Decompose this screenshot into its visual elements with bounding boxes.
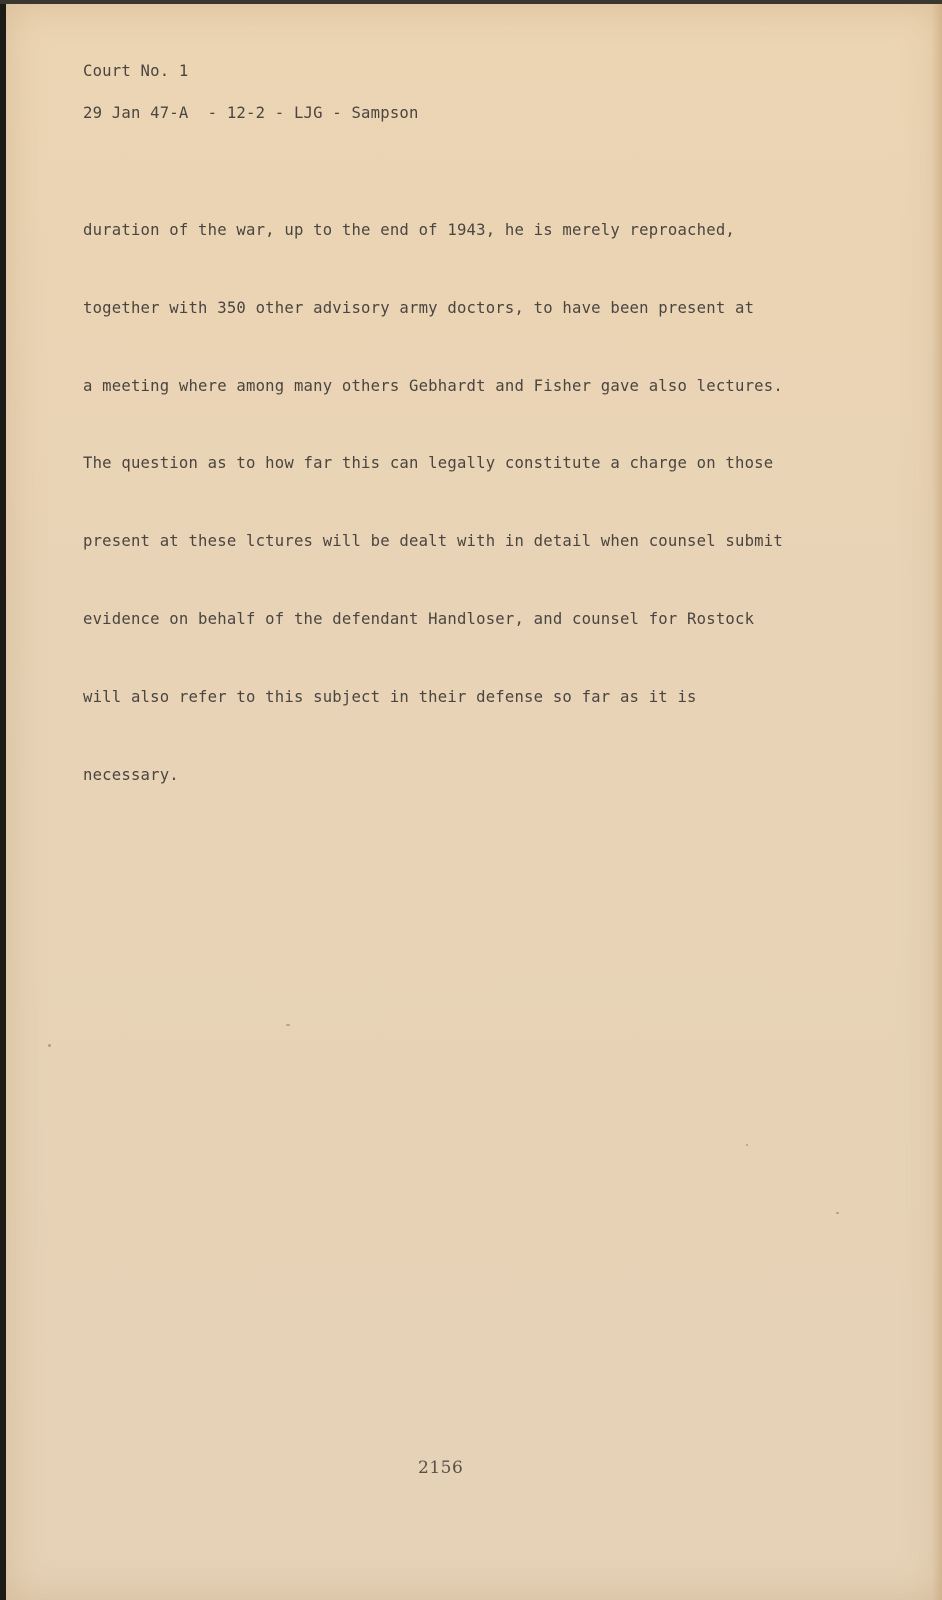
body-line: The question as to how far this can legally constitute a charge on those — [83, 454, 774, 473]
body-paragraph — [83, 184, 783, 842]
paper-speck — [746, 1144, 748, 1146]
paper-speck — [836, 1212, 839, 1214]
session-header: 29 Jan 47-A - 12-2 - LJG - Sampson — [83, 104, 419, 122]
body-line: necessary. — [83, 765, 179, 784]
body-line: will also refer to this subject in their defense so far as it is — [83, 687, 697, 706]
page-edge-shading — [932, 4, 942, 1600]
court-header: Court No. 1 — [83, 62, 189, 80]
paper-speck — [48, 1044, 51, 1047]
body-line: duration of the war, up to the end of 1943, he is merely reproached, — [83, 221, 735, 239]
body-line: present at these lctures will be dealt with in detail when counsel submit — [83, 532, 783, 551]
paper-speck — [286, 1024, 290, 1026]
body-line: together with 350 other advisory army doctors, to have been present at — [83, 298, 755, 317]
body-line: evidence on behalf of the defendant Handloser, and counsel for Rostock — [83, 609, 755, 628]
page-number: 2156 — [418, 1458, 464, 1478]
document-page — [6, 4, 942, 1600]
body-line: a meeting where among many others Gebhardt and Fisher gave also lectures. — [83, 376, 783, 395]
